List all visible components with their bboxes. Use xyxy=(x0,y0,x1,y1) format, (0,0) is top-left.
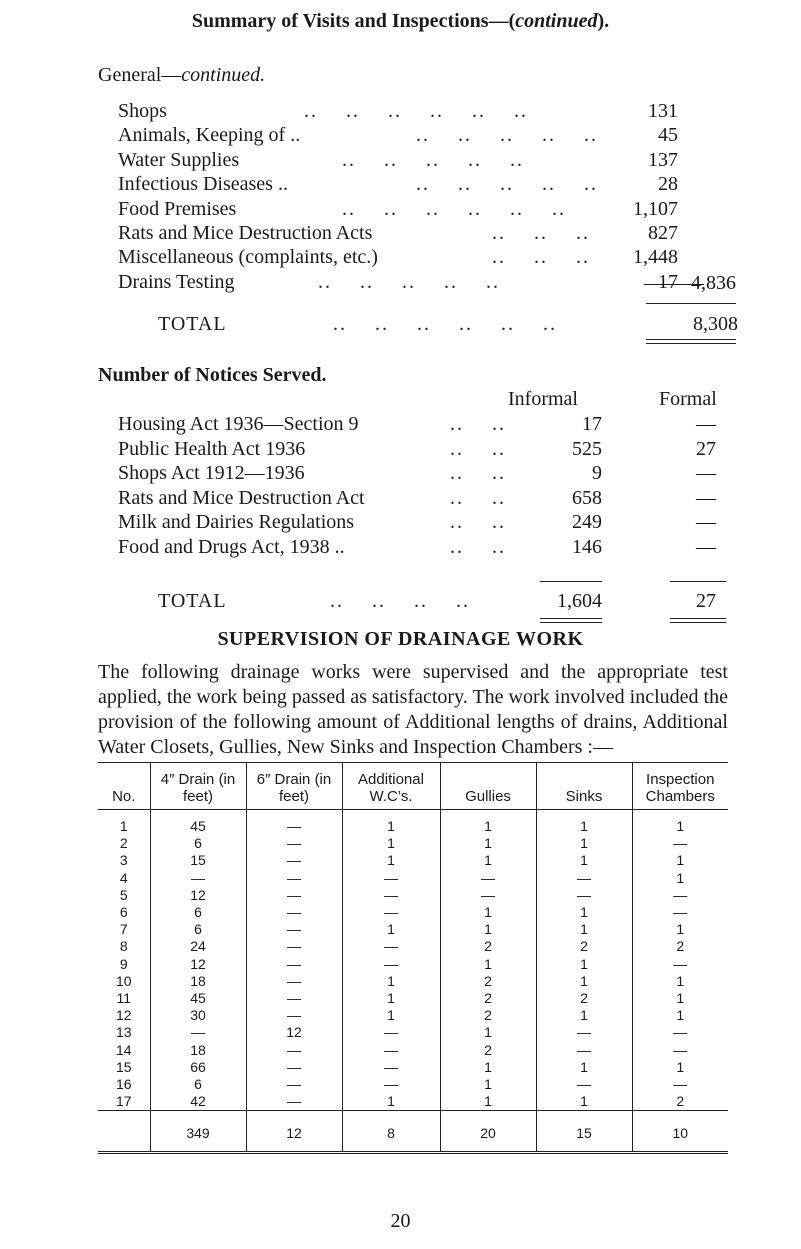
table-cell: — xyxy=(536,1041,632,1058)
visits-total-value: 8,308 xyxy=(693,313,738,335)
table-cell: — xyxy=(536,887,632,904)
visit-value: 17 xyxy=(658,270,678,293)
table-row xyxy=(98,1041,728,1058)
visit-row xyxy=(118,271,678,295)
visit-label: Water Supplies xyxy=(118,148,240,171)
dots: .. .. xyxy=(450,536,506,558)
table-row xyxy=(98,1076,728,1093)
notice-row xyxy=(118,438,728,462)
table-cell: 2 xyxy=(536,990,632,1007)
title-close: ). xyxy=(597,10,610,32)
dots: .. .. .. .. .. xyxy=(416,124,598,147)
table-cell: 1 xyxy=(342,973,440,990)
table-cell: — xyxy=(632,956,728,973)
dots: .. .. .. .. .. .. xyxy=(333,313,557,335)
table-cell: — xyxy=(246,1059,342,1076)
visits-total-row xyxy=(158,313,738,337)
column-header: Additional W.C’s. xyxy=(342,763,440,810)
table-cell: 1 xyxy=(632,810,728,836)
notice-informal: 17 xyxy=(582,413,602,435)
notices-total-row xyxy=(158,590,728,614)
table-cell: 1 xyxy=(342,990,440,1007)
table-cell: — xyxy=(632,835,728,852)
table-cell: 1 xyxy=(440,921,536,938)
table-cell: — xyxy=(150,1024,246,1041)
table-cell: — xyxy=(342,1076,440,1093)
visit-label: Drains Testing xyxy=(118,270,235,293)
table-cell: 1 xyxy=(632,921,728,938)
dots: .. .. xyxy=(450,413,506,435)
table-cell: 1 xyxy=(440,1093,536,1111)
visit-label: Animals, Keeping of .. xyxy=(118,124,301,147)
page-number: 20 xyxy=(390,1210,411,1232)
table-cell: 18 xyxy=(150,973,246,990)
table-cell: 2 xyxy=(440,1007,536,1024)
notices-dbl-informal xyxy=(540,618,602,623)
visit-value: 1,448 xyxy=(633,246,678,269)
drainage-heading: SUPERVISION OF DRAINAGE WORK xyxy=(217,628,584,650)
table-cell: 1 xyxy=(119,818,128,835)
total-cell: 12 xyxy=(246,1111,342,1153)
table-cell: 1 xyxy=(440,1076,536,1093)
column-header: 6″ Drain (in feet) xyxy=(246,763,342,810)
visit-label: Miscellaneous (complaints, etc.) xyxy=(118,246,378,269)
table-cell: — xyxy=(246,1093,342,1111)
notice-informal: 249 xyxy=(572,511,602,534)
table-cell: — xyxy=(342,1024,440,1041)
table-cell: — xyxy=(246,921,342,938)
dots: .. .. xyxy=(450,437,506,460)
table-cell: — xyxy=(246,990,342,1007)
table-cell: 12 xyxy=(150,887,246,904)
table-cell: 6 xyxy=(150,904,246,921)
notices-dbl-formal xyxy=(670,618,726,623)
table-cell: — xyxy=(246,938,342,955)
table-row xyxy=(98,973,728,990)
table-cell: 12 xyxy=(246,1024,342,1041)
notice-row xyxy=(118,536,728,560)
table-cell: 2 xyxy=(632,1093,728,1111)
table-row xyxy=(98,938,728,955)
table-cell: 1 xyxy=(536,973,632,990)
table-cell: 1 xyxy=(440,810,536,836)
table-row xyxy=(98,956,728,973)
table-cell: — xyxy=(342,1041,440,1058)
visits-total-label: TOTAL xyxy=(158,313,227,335)
dots: .. .. .. .. xyxy=(330,590,470,612)
table-cell: — xyxy=(150,870,246,887)
table-cell: 7 xyxy=(119,921,128,938)
title-italic: continued xyxy=(515,10,598,32)
notice-formal: — xyxy=(696,511,716,534)
table-cell: 6 xyxy=(150,1076,246,1093)
visit-row xyxy=(118,222,678,246)
notice-informal: 146 xyxy=(572,536,602,558)
table-cell: 4 xyxy=(119,869,128,886)
title-main: Summary of Visits and Inspections—( xyxy=(191,10,516,32)
visit-row xyxy=(118,173,678,197)
table-cell: — xyxy=(342,887,440,904)
table-cell: 3 xyxy=(119,852,128,869)
table-cell: 1 xyxy=(632,1007,728,1024)
table-cell: 1 xyxy=(536,1059,632,1076)
table-header-row xyxy=(98,763,728,810)
total-cell: 15 xyxy=(536,1111,632,1153)
table-cell: 12 xyxy=(150,956,246,973)
table-cell: 1 xyxy=(342,852,440,869)
table-cell: 1 xyxy=(536,1093,632,1111)
table-row xyxy=(98,921,728,938)
drainage-table xyxy=(98,762,728,1154)
table-cell: 1 xyxy=(440,852,536,869)
table-cell: 1 xyxy=(536,921,632,938)
visit-row xyxy=(118,124,678,148)
table-cell: 1 xyxy=(342,921,440,938)
column-header: Sinks xyxy=(536,763,632,810)
column-header: 4″ Drain (in feet) xyxy=(150,763,246,810)
visit-value: 45 xyxy=(658,124,678,147)
dots: .. .. .. .. .. xyxy=(416,173,598,196)
table-cell: 2 xyxy=(440,973,536,990)
total-cell: 10 xyxy=(632,1111,728,1153)
table-cell: 2 xyxy=(440,990,536,1007)
table-cell: — xyxy=(536,1076,632,1093)
subtotal-value: 4,836 xyxy=(691,272,736,294)
table-body xyxy=(98,810,728,1153)
table-cell: 10 xyxy=(115,972,132,989)
notices-heading: Number of Notices Served. xyxy=(98,364,327,386)
table-cell: 1 xyxy=(536,810,632,836)
table-cell: 1 xyxy=(536,835,632,852)
table-cell: 6 xyxy=(150,835,246,852)
visit-value: 827 xyxy=(648,222,678,244)
page-title xyxy=(0,10,801,33)
visit-value: 137 xyxy=(648,148,678,171)
notice-informal: 658 xyxy=(572,486,602,509)
table-cell: — xyxy=(342,938,440,955)
table-cell: — xyxy=(246,1007,342,1024)
general-italic: continued. xyxy=(181,64,266,86)
notice-formal: — xyxy=(696,536,716,558)
visit-label: Shops xyxy=(118,100,167,122)
visit-row xyxy=(118,198,678,222)
column-header: Gullies xyxy=(440,763,536,810)
table-cell: 1 xyxy=(342,835,440,852)
table-cell: — xyxy=(246,904,342,921)
notice-row xyxy=(118,413,728,437)
table-cell: 2 xyxy=(440,1041,536,1058)
dots: .. .. .. .. .. xyxy=(318,270,500,293)
table-cell: 15 xyxy=(115,1058,132,1075)
visit-value: 28 xyxy=(658,173,678,196)
table-cell: 1 xyxy=(440,1059,536,1076)
table-cell: — xyxy=(536,1024,632,1041)
table-cell: — xyxy=(246,1076,342,1093)
dots: .. .. xyxy=(450,511,506,534)
col-formal: Formal xyxy=(659,388,717,410)
table-cell: 17 xyxy=(115,1093,132,1110)
table-cell: — xyxy=(632,904,728,921)
table-cell: — xyxy=(246,973,342,990)
table-cell: 1 xyxy=(632,870,728,887)
table-cell: — xyxy=(440,870,536,887)
visit-label: Rats and Mice Destruction Acts xyxy=(118,222,373,244)
table-cell: 1 xyxy=(632,1059,728,1076)
visit-row xyxy=(118,246,678,270)
notices-rule-formal xyxy=(670,581,726,582)
notice-row xyxy=(118,462,728,486)
notice-informal: 525 xyxy=(572,437,602,460)
table-cell: — xyxy=(632,1076,728,1093)
table-cell: 45 xyxy=(150,990,246,1007)
notice-row xyxy=(118,511,728,535)
table-cell: 1 xyxy=(632,990,728,1007)
table-cell: — xyxy=(246,887,342,904)
total-cell: 8 xyxy=(342,1111,440,1153)
visit-label: Food Premises xyxy=(118,197,237,220)
dots: .. .. xyxy=(450,486,506,509)
table-cell: 1 xyxy=(536,956,632,973)
table-cell: 1 xyxy=(440,1024,536,1041)
table-row xyxy=(98,1007,728,1024)
table-cell: 1 xyxy=(632,973,728,990)
dots: .. .. .. .. .. xyxy=(342,148,524,171)
table-cell: — xyxy=(246,870,342,887)
table-row xyxy=(98,887,728,904)
table-cell: — xyxy=(632,887,728,904)
table-cell: 12 xyxy=(115,1007,132,1024)
notice-informal: 9 xyxy=(592,462,602,485)
table-cell: 16 xyxy=(115,1075,132,1092)
notice-formal: — xyxy=(696,413,716,435)
visit-value: 1,107 xyxy=(633,197,678,220)
table-row xyxy=(98,852,728,869)
dots: .. .. .. .. .. .. xyxy=(304,100,528,122)
table-cell: 1 xyxy=(440,956,536,973)
table-row xyxy=(98,1093,728,1111)
notice-label: Rats and Mice Destruction Act xyxy=(118,486,365,509)
table-cell: 6 xyxy=(150,921,246,938)
notice-formal: — xyxy=(696,462,716,485)
table-cell: 11 xyxy=(116,989,132,1006)
total-cell: 349 xyxy=(150,1111,246,1153)
drainage-paragraph: The following drainage works were supervised and the appropriate test applied, the work being passed as satisfactory. The work involved included the provision of the following amount of Additional lengths of drains, Additional Water Closets, Gullies, New Sinks and Inspection Chambers :— xyxy=(98,661,728,758)
table-cell: 45 xyxy=(150,810,246,836)
table-cell: 1 xyxy=(632,852,728,869)
table-cell: 8 xyxy=(119,938,128,955)
table-cell: 5 xyxy=(119,886,128,903)
dots: .. .. .. xyxy=(492,246,590,269)
total-top-rule xyxy=(646,303,736,304)
notice-label: Food and Drugs Act, 1938 .. xyxy=(118,536,345,558)
table-cell: 24 xyxy=(150,938,246,955)
table-cell: 13 xyxy=(115,1024,132,1041)
notice-label: Public Health Act 1936 xyxy=(118,437,306,460)
table-cell: 1 xyxy=(342,1093,440,1111)
general-prefix: General— xyxy=(98,64,182,86)
table-cell: 2 xyxy=(536,938,632,955)
notice-formal: — xyxy=(696,486,716,509)
table-cell: 1 xyxy=(536,1007,632,1024)
table-cell: — xyxy=(246,810,342,836)
table-cell: 1 xyxy=(440,835,536,852)
dots: .. .. xyxy=(450,462,506,485)
table-row xyxy=(98,835,728,852)
table-cell: — xyxy=(246,852,342,869)
notice-label: Shops Act 1912—1936 xyxy=(118,462,305,485)
table-cell: — xyxy=(246,835,342,852)
dots: .. .. .. .. .. .. xyxy=(342,197,566,220)
table-row xyxy=(98,810,728,836)
notice-label: Milk and Dairies Regulations xyxy=(118,511,355,534)
col-informal: Informal xyxy=(508,388,578,410)
notices-total-label: TOTAL xyxy=(158,590,227,612)
section-subtitle xyxy=(98,64,265,87)
notices-total-informal: 1,604 xyxy=(557,590,602,612)
visit-row xyxy=(118,100,678,124)
table-cell: — xyxy=(632,1024,728,1041)
column-header: No. xyxy=(98,763,150,810)
notice-formal: 27 xyxy=(696,437,716,460)
table-row xyxy=(98,870,728,887)
notices-rule-informal xyxy=(540,581,602,582)
table-cell: — xyxy=(246,1041,342,1058)
table-total-row xyxy=(98,1111,728,1153)
table-cell: 1 xyxy=(536,904,632,921)
table-cell: 1 xyxy=(342,810,440,836)
table-cell: 66 xyxy=(150,1059,246,1076)
table-cell: 6 xyxy=(119,904,128,921)
visit-value: 131 xyxy=(648,100,678,122)
visit-row xyxy=(118,149,678,173)
notice-row xyxy=(118,487,728,511)
table-cell: 9 xyxy=(119,955,128,972)
dots: .. .. .. xyxy=(492,222,590,244)
visit-label: Infectious Diseases .. xyxy=(118,173,288,196)
total-cell: 20 xyxy=(440,1111,536,1153)
table-cell: 14 xyxy=(115,1041,132,1058)
table-cell: 18 xyxy=(150,1041,246,1058)
table-cell: 1 xyxy=(342,1007,440,1024)
total-cell xyxy=(98,1111,150,1153)
notice-label: Housing Act 1936—Section 9 xyxy=(118,413,359,435)
table-row xyxy=(98,1024,728,1041)
total-double-rule xyxy=(646,339,736,344)
table-row xyxy=(98,1059,728,1076)
table-cell: — xyxy=(342,904,440,921)
table-cell: 1 xyxy=(536,852,632,869)
table-cell: 2 xyxy=(119,835,128,852)
table-cell: — xyxy=(342,870,440,887)
table-cell: — xyxy=(632,1041,728,1058)
table-cell: — xyxy=(536,870,632,887)
table-cell: 2 xyxy=(440,938,536,955)
table-cell: 30 xyxy=(150,1007,246,1024)
table-cell: 15 xyxy=(150,852,246,869)
table-row xyxy=(98,990,728,1007)
notices-total-formal: 27 xyxy=(696,590,716,612)
table-cell: — xyxy=(342,1059,440,1076)
table-cell: 2 xyxy=(632,938,728,955)
table-cell: 1 xyxy=(440,904,536,921)
column-header: Inspection Chambers xyxy=(632,763,728,810)
table-row xyxy=(98,904,728,921)
table-cell: — xyxy=(440,887,536,904)
table-cell: — xyxy=(342,956,440,973)
table-cell: 42 xyxy=(150,1093,246,1111)
table-cell: — xyxy=(246,956,342,973)
